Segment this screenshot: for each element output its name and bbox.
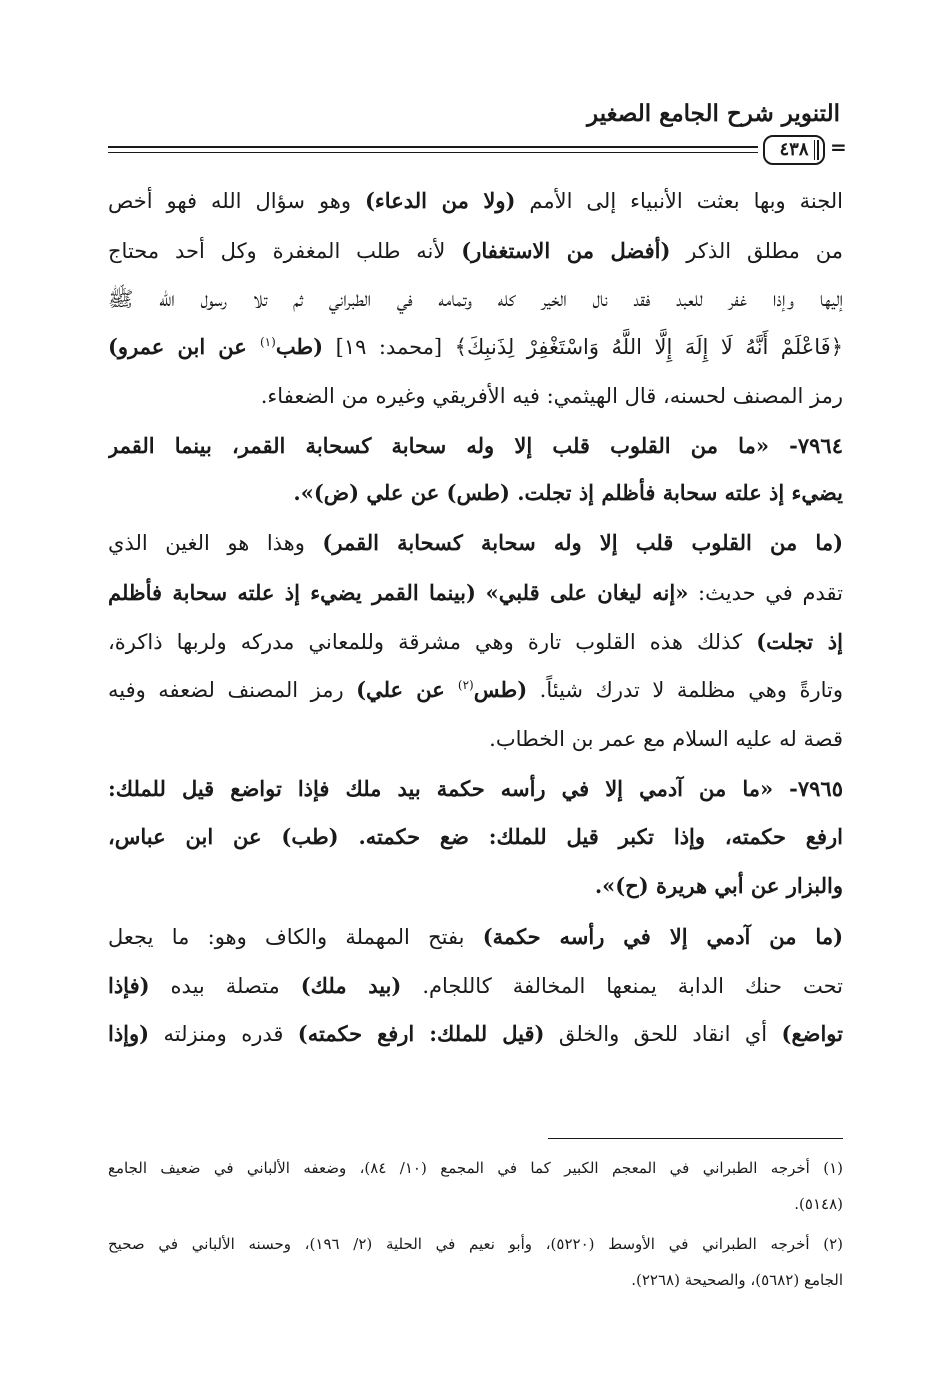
bold-text: (طس [473,677,528,702]
text-line [108,666,843,714]
text-line [108,813,843,861]
bold-text: يضيء إذ علته سحابة فأظلم إذ تجلت. (طس) عن علي (ض)». [293,480,843,505]
bold-text: (فإذا [108,973,150,998]
bold-text: عن ابن عمرو) [108,334,260,359]
bold-text: (طب [275,334,324,359]
text-line [108,765,843,813]
text-span: تحت حنك الدابة يمنعها المخالفة كاللجام. [401,974,843,998]
text-span: من مطلق الذكر [670,239,843,263]
bold-text: عن علي) [356,677,458,702]
bold-text: إذ تجلت) [756,629,843,654]
bold-text: (ما من القلوب قلب إلا وله سحابة كسحابة القمر) [322,530,843,555]
text-line [108,372,843,420]
footnote-ref: (٢) [457,678,474,692]
text-span: وهذا هو الغين الذي [108,531,323,555]
text-line [108,913,843,961]
footnote-separator [548,1138,843,1139]
bold-text: (بينما القمر يضيء إذ علته سحابة فأظلم [108,580,476,605]
header-ornament: = [830,135,847,159]
text-line [108,227,843,275]
bold-text: ٧٩٦٥- «ما من آدمي إلا في رأسه حكمة بيد ملك فإذا تواضع قيل للملك: [108,776,843,801]
bold-text: تواضع) [781,1021,843,1046]
bold-text: (بيد ملك) [300,973,402,998]
bold-text: ٧٩٦٤- «ما من القلوب قلب إلا وله سحابة كسحابة القمر، بينما القمر [108,433,843,458]
text-line [108,715,843,763]
text-line [108,519,843,567]
text-line [108,1010,843,1058]
bold-text: (قيل للملك: ارفع حكمته) [297,1021,545,1046]
text-span: رمز المصنف لضعفه وفيه [108,678,357,702]
footnote-line: (٢) أخرجه الطبراني في الأوسط (٥٢٢٠)، وأبو نعيم في الحلية (٢/ ١٩٦)، وحسنه الألباني في صحيح [108,1235,843,1253]
text-span: الجنة وبها بعثت الأنبياء إلى الأمم [515,189,843,213]
bold-text: (ما من آدمي إلا في رأسه حكمة) [482,924,843,949]
text-line [108,962,843,1010]
text-span: متصلة بيده [149,974,301,998]
text-span: بفتح المهملة والكاف وهو: ما يجعل [108,925,483,949]
footnote-line: (٥١٤٨). [794,1195,843,1213]
text-span: قصة له عليه السلام مع عمر بن الخطاب. [489,727,843,751]
text-span: تقدم في حديث: [688,581,843,605]
text-line [108,469,843,517]
text-line [108,618,843,666]
text-span: وتارةً وهي مظلمة لا تدرك شيئاً. [527,678,843,702]
text-line [108,323,843,371]
header-rule [108,146,758,148]
bold-text: (ولا من الدعاء) [364,188,516,213]
bold-text: والبزار عن أبي هريرة (ح)». [594,873,843,898]
text-line [108,862,843,910]
footnote-ref: (١) [259,335,276,349]
footnote-line: (١) أخرجه الطبراني في المعجم الكبير كما في المجمع (١٠/ ٨٤)، وضعفه الألباني في ضعيف الجامع [108,1159,843,1177]
text-span: كذلك هذه القلوب تارة وهي مشرقة وللمعاني مدركه ولربها ذاكرة، [108,630,757,654]
text-span: أي انقاد للحق والخلق [544,1022,782,1046]
text-span: وهو سؤال الله فهو أخص [108,189,365,213]
text-span: ﴿فَاعْلَمْ أَنَّهُ لَا إِلَهَ إِلَّا اللَّهُ وَاسْتَغْفِرْ لِذَنبِكَ﴾ [محمد: ١٩] [323,335,843,359]
text-span [476,581,486,605]
text-span: لأنه طلب المغفرة وكل أحد محتاج [108,239,462,263]
text-line [108,569,843,617]
text-line [108,275,843,323]
footnote-line: الجامع (٥٦٨٢)، والصحيحة (٢٢٦٨). [631,1271,843,1289]
bold-text: (أفضل من الاستغفار) [461,238,671,263]
text-span: رمز المصنف لحسنه، قال الهيثمي: فيه الأفريقي وغيره من الضعفاء. [260,384,843,408]
bold-text: «إنه ليغان على قلبي» [485,580,689,605]
text-span: إليها وإذا غفر للعبد فقد نال الخير كله وتمامه في الطبراني ثم تلا رسول الله ﷺ [108,287,843,311]
bold-text: (وإذا [108,1021,150,1046]
page-number: ٤٣٨ [763,135,825,165]
text-line [108,422,843,470]
header-rule-thin [108,152,758,153]
text-span: قدره ومنزلته [149,1022,298,1046]
text-line [108,177,843,225]
bold-text: ارفع حكمته، وإذا تكبر قيل للملك: ضع حكمته. (طب) عن ابن عباس، [108,824,843,849]
running-header-title: التنوير شرح الجامع الصغير [587,100,840,127]
